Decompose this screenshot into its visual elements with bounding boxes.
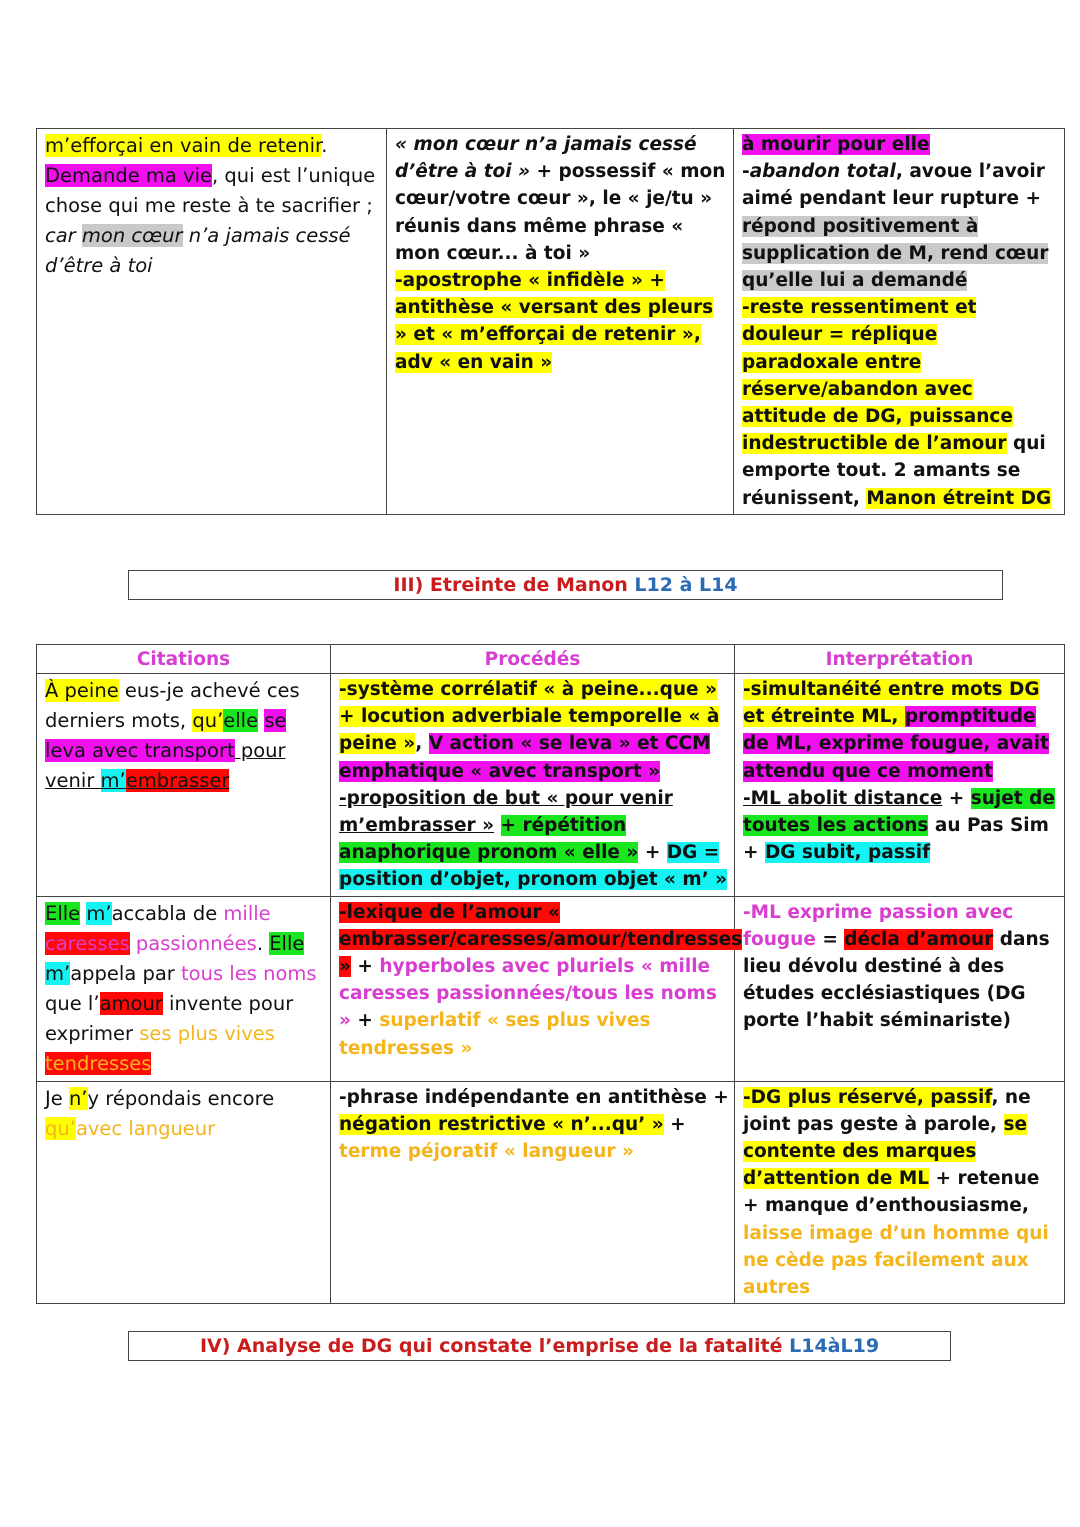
header-procedes: Procédés — [331, 645, 735, 674]
highlight-green: elle — [223, 709, 259, 732]
procede-italic: « mon cœur n’a jamais cessé d’être à toi » — [395, 134, 697, 183]
section-title-text: IV) Analyse de DG qui constate l’emprise de la fatalité — [199, 1335, 790, 1357]
procede-text: + possessif « mon cœur/votre cœur », le « je/tu » réunis dans même phrase « mon cœur... à toi » — [395, 161, 726, 264]
citation-text: accabla de — [111, 901, 224, 925]
pink-text: -ML exprime passion avec fougue — [743, 901, 1014, 950]
pink-text: hyperboles avec pluriels « mille caresses passionnées/tous les noms » — [339, 956, 717, 1032]
citation-text: , qui est l’unique chose qui me reste à te sacrifier ; — [45, 164, 376, 217]
highlight-red: amour — [99, 991, 163, 1015]
highlight-yellow: -reste ressentiment et douleur = réplique paradoxale entre réserve/abandon avec attitude de DG, puissance indestructible de l’amour — [742, 297, 1013, 455]
highlight-red: embrasser — [125, 769, 230, 792]
section-title-iii — [128, 570, 1003, 600]
citation-cell — [37, 674, 331, 897]
section-lines-ref: L12 à L14 — [634, 574, 738, 596]
highlight-red: caresses — [45, 931, 130, 955]
citation-text: invente pour exprimer — [45, 991, 294, 1045]
interpretation-text: , avoue l’avoir aimé pendant leur rupture + — [742, 161, 1045, 210]
procede-cell — [331, 896, 743, 1081]
header-citations: Citations — [37, 645, 331, 674]
interpretation-text: qui emporte tout. 2 amants se réunissent, — [742, 433, 1046, 509]
interpretation-text: + — [942, 787, 971, 809]
procede-text — [494, 815, 500, 836]
procede-cell — [387, 129, 734, 515]
highlight-green: Elle — [45, 901, 81, 925]
table-row — [37, 129, 1065, 515]
highlight-green: Elle — [269, 931, 305, 955]
highlight-green: sujet de toutes les actions — [743, 787, 1055, 837]
highlight-green: + répétition anaphorique pronom « elle » — [339, 815, 639, 864]
section-lines-ref: L14àL19 — [789, 1335, 880, 1357]
procede-cell — [331, 1081, 735, 1304]
highlight-yellow: À peine — [45, 679, 119, 702]
underlined-text: -proposition de but « pour venir m’embrasser » — [339, 787, 673, 837]
highlight-magenta: se leva avec transport — [45, 709, 287, 762]
procede-text: + — [663, 1113, 686, 1135]
procede-text: + — [350, 1010, 380, 1032]
highlight-grey: mon cœur — [81, 224, 183, 247]
citation-cell — [37, 129, 387, 515]
underlined-text: pour venir — [45, 739, 286, 792]
interpretation-cell — [735, 674, 1065, 897]
highlight-magenta: Demande ma vie — [45, 164, 212, 187]
procede-text: + — [350, 956, 380, 978]
highlight-red: tendresses — [45, 1051, 152, 1075]
analysis-table-continued — [36, 128, 1065, 515]
highlight-grey: répond positivement à supplication de M, rend cœur qu’elle lui a demandé — [742, 215, 1049, 292]
analysis-table — [36, 644, 1065, 1304]
table-row — [37, 674, 1065, 897]
interpretation-text: + retenue + manque d’enthousiasme, — [743, 1168, 1040, 1217]
orange-text: laisse image d’un homme qui ne cède pas facilement aux autres — [743, 1222, 1049, 1299]
highlight-cyan: m’ — [86, 901, 112, 925]
interpretation-text: au Pas Sim + — [743, 815, 1049, 864]
citation-text: . — [321, 134, 328, 157]
citation-text: . — [256, 931, 270, 955]
highlight-yellow: n’ — [68, 1086, 88, 1110]
interpretation-text: = — [815, 928, 845, 950]
citation-text: eus-je achevé ces derniers mots, — [45, 679, 300, 732]
highlight-red: décla d’amour — [844, 928, 994, 950]
procede-text: , — [415, 733, 429, 755]
interpretation-cell — [734, 129, 1065, 515]
citation-italic: car — [45, 224, 82, 247]
procede-cell — [331, 674, 735, 897]
highlight-yellow: négation restrictive « n’...qu’ » — [339, 1113, 664, 1135]
interpretation-cell — [735, 896, 1065, 1081]
procede-text: -phrase indépendante en antithèse + — [339, 1086, 729, 1108]
citation-cell — [37, 1081, 331, 1304]
highlight-yellow: qu’ — [192, 709, 224, 732]
highlight-yellow: -simultanéité entre mots DG et étreinte ML, — [743, 679, 1040, 728]
highlight-yellow: -système corrélatif « à peine...que » + locution adverbiale temporelle « à peine » — [339, 679, 720, 755]
orange-text: terme péjoratif « langueur » — [339, 1141, 634, 1163]
pink-text: tous les noms — [181, 961, 317, 985]
highlight-magenta: V action « se leva » et CCM emphatique « avec transport » — [339, 733, 711, 782]
highlight-magenta: promptitude de ML, exprime fougue, avait attendu que ce moment — [743, 706, 1049, 782]
highlight-yellow: m’efforçai en vain de retenir — [45, 134, 322, 157]
orange-text: ses plus vives — [139, 1021, 275, 1045]
highlight-cyan: m’ — [100, 769, 126, 792]
citation-cell — [37, 896, 331, 1081]
pink-text: passionnées — [129, 931, 257, 955]
highlight-cyan: m’ — [45, 961, 71, 985]
highlight-yellow: se contente des marques d’attention de ML — [743, 1113, 1028, 1190]
interpretation-text: - — [742, 161, 750, 183]
orange-text: avec langueur — [75, 1116, 216, 1140]
interpretation-text: , ne joint pas geste à parole, — [743, 1086, 1031, 1135]
highlight-red: -lexique de l’amour « embrasser/caresses/amour/tendresses » — [339, 901, 743, 978]
highlight-magenta: à mourir pour elle — [742, 134, 930, 155]
highlight-cyan: DG = position d’objet, pronom objet « m’ » — [339, 842, 728, 891]
interpretation-cell — [735, 1081, 1065, 1304]
highlight-yellow: -apostrophe « infidèle » + antithèse « versant des pleurs » et « m’efforçai de retenir », adv « en vain » — [395, 270, 714, 373]
highlight-yellow: -DG plus réservé, passif — [743, 1086, 992, 1108]
header-interpretation: Interprétation — [735, 645, 1065, 674]
pink-text: mille — [223, 901, 271, 925]
interpretation-italic: abandon total — [749, 161, 896, 183]
citation-text: appela par — [70, 961, 182, 985]
citation-italic: n’a jamais cessé d’être à toi — [45, 224, 351, 277]
table-row — [37, 1081, 1065, 1304]
highlight-yellow: Manon étreint DG — [866, 487, 1052, 509]
citation-text: Je — [45, 1086, 69, 1110]
citation-text: y répondais encore — [87, 1086, 275, 1110]
citation-text: que l’ — [45, 991, 100, 1015]
table-row — [37, 896, 1065, 1081]
interpretation-text: dans lieu dévolu destiné à des études ecclésiastiques (DG porte l’habit séminariste) — [743, 928, 1050, 1032]
underlined-text: -ML abolit distance — [743, 787, 943, 809]
highlight-cyan: DG subit, passif — [764, 842, 931, 864]
highlight-yellow: qu’ — [45, 1116, 76, 1140]
procede-text: + — [638, 842, 667, 864]
orange-text: superlatif « ses plus vives tendresses » — [339, 1010, 651, 1059]
table-header-row — [37, 645, 1065, 674]
section-title-text: III) Etreinte de Manon — [393, 574, 635, 596]
section-title-iv — [128, 1331, 951, 1361]
